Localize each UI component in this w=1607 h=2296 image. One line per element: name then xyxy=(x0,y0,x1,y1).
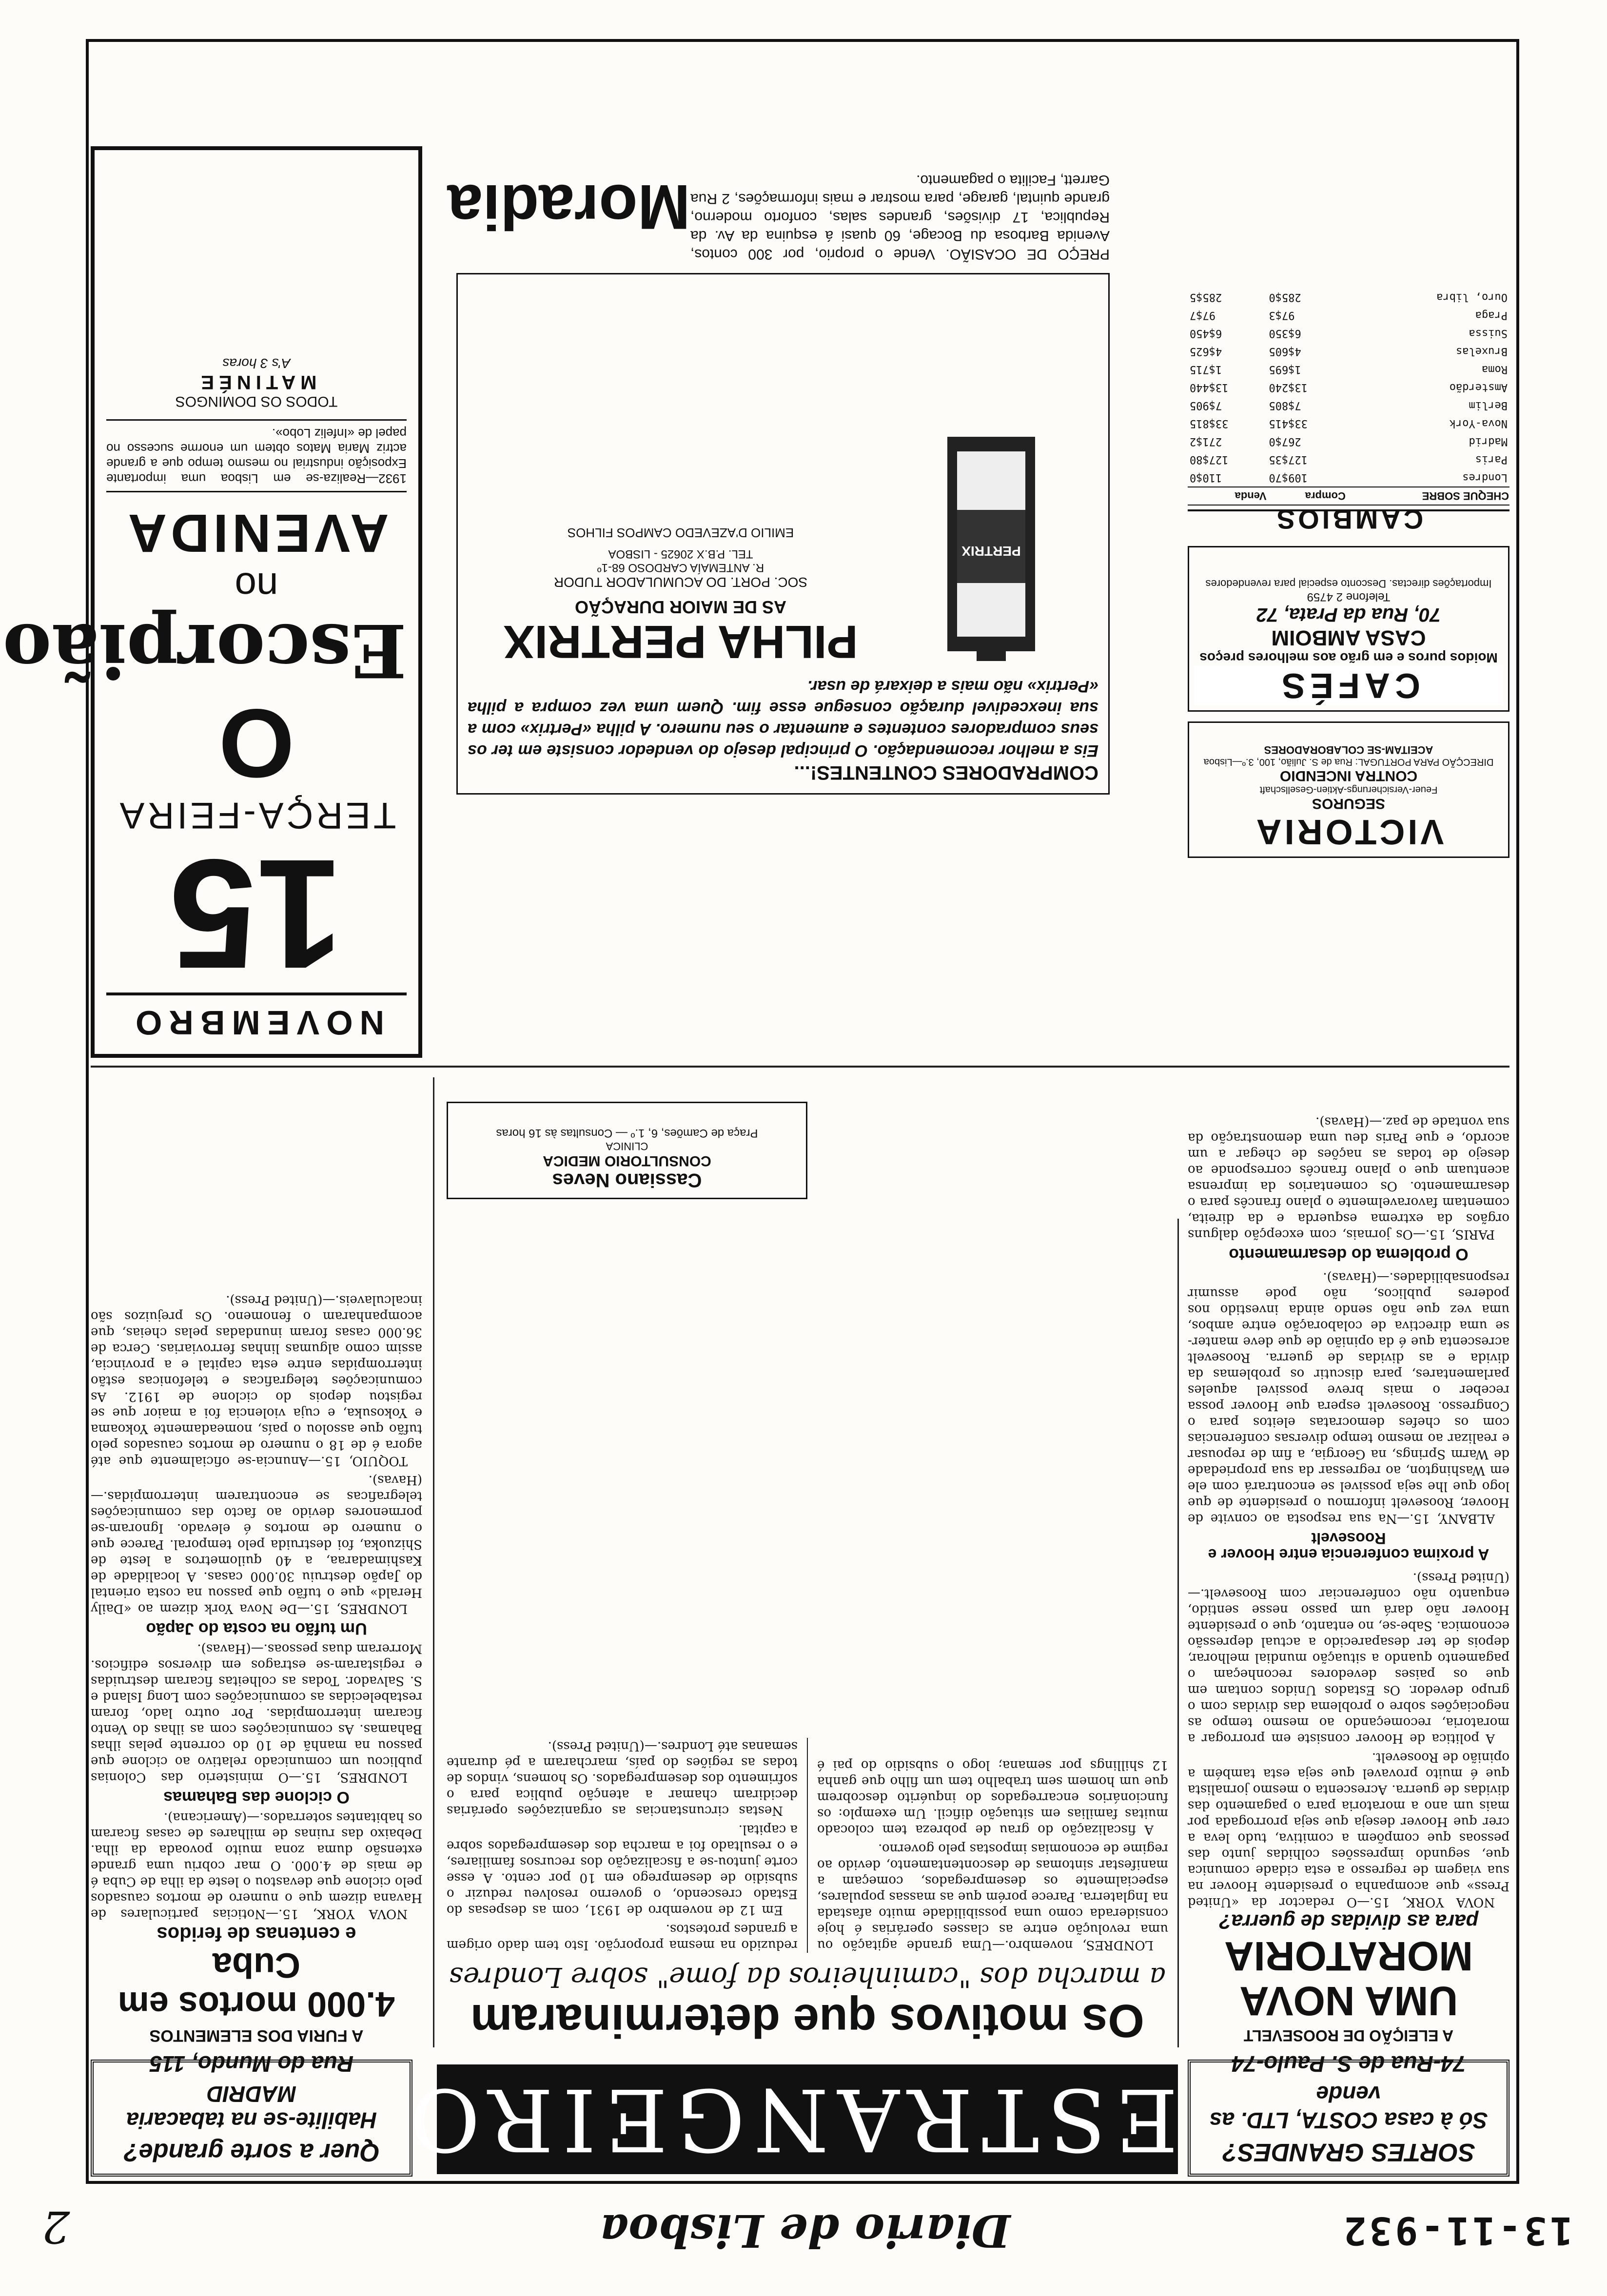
cambio-place: Suissa xyxy=(1469,327,1508,339)
cambio-compra: 13$240 xyxy=(1269,381,1308,393)
pertrix-dealer: SOC. PORT. DO ACUMULADOR TUDOR xyxy=(553,575,808,590)
table-row xyxy=(1188,306,1509,324)
page-number: 2 xyxy=(42,2201,70,2252)
japao-body: LONDRES, 15.—De Nova York dizem ao «Daily Herald» que o tufão que passou na costa oriental do Japão destruiu 30.000 casas. A localidade de Kashimadaraa, a 40 quilometros a leste de Shizuoka, foi destruida pelo temporal. Parece que o numero de mortos é elevado. Ignoram-se pormenores devido ao facto das comunicações telegraficas se encontrarem interrompidas.—(Havas). xyxy=(91,1473,422,1616)
column-cuba xyxy=(91,1077,422,2047)
cambio-venda: 110$0 xyxy=(1190,471,1222,484)
clinic-specialty: CLINICA xyxy=(606,1140,648,1152)
ad-madrid-line1: Quer a sorte grande? xyxy=(123,2138,380,2166)
ad-sortes-grandes xyxy=(1188,2051,1509,2177)
moratoria-para-2: A politica de Hoover consiste em prorrogar a moratoria, recomeçando ao mesmo tempo as negociações sobre o problema das dividas com o grupo devedor. Os Estados Unidos contam em que os paises devedores reconheçam o pagamento quando a situação mundial melhorar, depois de ter desaparecido a actual depressão economica. Sabe-se, no entanto, que o presidente Hoover não dará um passo nesse sentido, enquanto não conferenciar com Roosevelt.—(United Press). xyxy=(1188,1570,1509,1746)
cambio-venda: 1$715 xyxy=(1190,363,1222,375)
table-row xyxy=(1188,342,1509,360)
pertrix-tagline: COMPRADORES CONTENTES!... xyxy=(794,762,1098,783)
victoria-sub: SEGUROS xyxy=(1312,796,1386,812)
cuba-body: NOVA YORK, 15.—Noticias particulares de Havana dizem que o numero de mortos causados pelo ciclone que devastou o leste da ilha de Cuba é de mais de 4.000. O mar cobriu uma grande extensão duma zona muito povoada da ilha. Debaixo das ruinas de milhares de casas ficaram os habitantes soterrados.—(Americana). xyxy=(91,1810,422,1921)
cuba-headline: 4.000 mortos em Cuba xyxy=(118,1946,395,2024)
clinic-subtitle: CONSULTORIO MEDICA xyxy=(543,1153,711,1169)
pertrix-brand: PILHA PERTRIX xyxy=(503,616,858,668)
ad-sortes-line1: SORTES GRANDES? xyxy=(1222,2138,1475,2166)
caminheiros-para-3: Em 12 de novembro de 1931, com as despesas do Estado crescendo, o governo resolveu reduzir o subsidio de desemprego em 10 por cento. A esse corte juntou-se a fiscalização dos recursos familiares, e o resultado foi a marcha dos desempregados sobre a capital. xyxy=(447,1822,798,1917)
conferencia-head: A proxima conferencia entre Hoover e Roosevelt xyxy=(1208,1530,1489,1563)
bahamas-body: LONDRES, 15.—O ministerio das Colonias publicou um comunicado relativo ao ciclone que passou na manhã de 10 do corrente pelas ilhas Bahamas. As comunicações com as ilhas do Vento ficaram interrompidas. Por outro lado, foram restabelecidas as comunicações com Long Island e S. Salvador. Todas as colheitas ficaram destruidas e registaram-se estragos em diversos edificios. Morreram duas pessoas.—(Havas). xyxy=(91,1641,422,1785)
cambios-col-venda: Venda xyxy=(1188,487,1267,505)
ad-victoria-seguros xyxy=(1188,721,1509,858)
cambio-compra: 7$805 xyxy=(1269,399,1301,411)
caminheiros-headline: Os motivos que determinaram xyxy=(470,1995,1144,2047)
cambio-place: Madrid xyxy=(1469,435,1508,448)
cambio-place: Bruxelas xyxy=(1456,345,1508,357)
victoria-dir: DIRECÇÃO PARA PORTUGAL: Rua de S. Julião, 100, 3.º—Lisboa xyxy=(1203,757,1494,767)
ad-sortes-line2: Só à casa COSTA, LTD. as vende xyxy=(1209,2082,1488,2133)
cambio-compra: 267$0 xyxy=(1269,435,1301,448)
battery-icon xyxy=(894,412,1098,666)
cambio-venda: 6$450 xyxy=(1190,327,1222,339)
cambio-place: Paris xyxy=(1475,453,1508,466)
desarmamento-head: O problema do desarmamento xyxy=(1229,1245,1469,1264)
avenida-blurb: 1932—Realiza-se em Lisboa uma importante Exposição industrial no mesmo tempo que a grande actriz Maria Matos obtem um enorme sucesso no papel de «Infeliz Lobo». xyxy=(106,419,407,492)
cafes-tel: Telefone 2 4759 xyxy=(1307,590,1391,603)
victoria-aceitam: ACEITAM-SE COLABORADORES xyxy=(1264,744,1433,756)
cambio-venda: 97$7 xyxy=(1190,309,1215,321)
cambio-compra: 285$0 xyxy=(1269,291,1301,303)
table-row xyxy=(1188,414,1509,432)
cambios-header-row xyxy=(1188,487,1509,505)
cambio-compra: 33$415 xyxy=(1269,417,1308,429)
pertrix-info xyxy=(468,412,894,666)
section-rule xyxy=(91,1066,1509,1068)
cambio-place: Ouro, libra xyxy=(1436,291,1508,303)
table-row xyxy=(1188,396,1509,414)
pertrix-tel: TEL. P.B.X 20625 - LISBOA xyxy=(608,547,753,561)
column-rule xyxy=(1177,1219,1179,2047)
avenida-connector: no xyxy=(235,565,278,608)
page-header xyxy=(37,2199,1573,2257)
cambio-compra: 97$3 xyxy=(1269,309,1295,321)
cambio-venda: 4$625 xyxy=(1190,345,1222,357)
ad-pilha-pertrix xyxy=(456,273,1110,795)
ad-cafes-amboim xyxy=(1188,546,1509,712)
table-row xyxy=(1188,432,1509,450)
avenida-month: NOVEMBRO xyxy=(106,992,407,1042)
moradia-title: Moradia xyxy=(447,172,690,243)
table-row xyxy=(1188,468,1509,487)
table-row xyxy=(1188,450,1509,468)
section-banner-estrangeiro: ESTRANGEIRO xyxy=(437,2064,1178,2174)
cambios-section xyxy=(1188,141,1509,535)
cambio-compra: 1$695 xyxy=(1269,363,1301,375)
avenida-title: Escorpião xyxy=(2,607,407,693)
cambio-venda: 7$905 xyxy=(1190,399,1222,411)
column-caminheiros xyxy=(447,1258,1168,2047)
cafes-title: CAFÉS xyxy=(1194,665,1503,705)
moratoria-headline: UMA NOVA MORATORIA xyxy=(1224,1933,1473,2024)
cambio-venda: 271$2 xyxy=(1190,435,1222,448)
ad-teatro-avenida xyxy=(2,146,422,1058)
cambio-compra: 4$605 xyxy=(1269,345,1301,357)
pertrix-sub: AS DE MAIOR DURAÇÃO xyxy=(575,597,787,617)
pertrix-battery-illustration xyxy=(894,412,1098,666)
cafes-note: Importações directas. Desconto especial para revendedores xyxy=(1205,578,1492,590)
bahamas-head: O ciclone das Bahamas xyxy=(163,1788,350,1807)
cambio-place: Praga xyxy=(1475,309,1508,321)
ad-tabacaria-madrid xyxy=(91,2051,412,2177)
cafes-line1: Moidos puros e em grão aos melhores preços xyxy=(1199,650,1498,665)
masthead: Diario de Lisboa xyxy=(599,2204,1011,2257)
cambio-compra: 127$35 xyxy=(1269,453,1308,466)
moratoria-subhead: para as dividas de guerra? xyxy=(1218,1910,1479,1933)
avenida-article: O xyxy=(218,689,294,798)
cambio-place: Londres xyxy=(1462,471,1508,484)
moratoria-para-1: NOVA YORK, 15.—O redactor da «United Press» que acompanha o presidente Hoover na sua viagem de regresso a esta cidade comunica que, segundo impressões colhidas junto das pessoas que compõem a comitiva, tudo leva a crer que Hoover deseja que seja prorrogada por mais um ano a moratoria para o pagamento das dividas de guerra. Acrescenta o mesmo jornalista que é muito provavel que seja esta também a opinião de Roosevelt. xyxy=(1188,1750,1509,1909)
avenida-footer-3: A's 3 horas xyxy=(222,356,291,371)
cafes-line2: CASA AMBOIM xyxy=(1271,626,1426,650)
cambios-col-cheque: CHEQUE SOBRE xyxy=(1346,487,1509,505)
moradia-body: PREÇO DE OCASIÃO. Vende o proprio, por 300 contos, Avenida Barbosa du Bocage, 60 quasi á esquina da Av. da Republica, 17 divisões, grandes salas, conforto moderno, grande quintal, garage, para mostrar e mais informações, 2 Rua Garrett, Facilita o pagamento. xyxy=(690,172,1110,262)
cambio-compra: 6$350 xyxy=(1269,327,1301,339)
toquio-body: TOQUIO, 15.—Anuncia-se oficialmente que até agora é de 18 o numero de mortos causados pelo tufão que assolou o país, nomeadamente Yokoama e Yokosuka, e cuja violencia foi a maior que se registou depois do ciclone de 1912. As comunicações telegraficas e telefonicas estão interrompidas entre esta capital e a provincia, assim como algumas linhas ferroviarias. Cerca de 36.000 casas foram inundadas pelas cheias, que acompanharam o fenomeno. Os prejuizos são incalculaveis.—(United Press). xyxy=(91,1293,422,1468)
avenida-footer-2: MATINÉE xyxy=(196,371,317,393)
column-rule xyxy=(433,1077,434,2047)
victoria-brand: VICTORIA xyxy=(1253,812,1444,851)
pertrix-addr: R. ANTEMAÍA CARDOSO 68-1º xyxy=(597,561,764,574)
japao-head: Um tufão na costa do Japão xyxy=(146,1619,367,1638)
desarmamento-body: PARIS, 15.—Os jornais, com excepção dalguns orgãos da extrema esquerda e da direita, comentam favoravelmente o plano francês para o desarmamento. Os comentarios da imprensa acentuam que o plano francês corresponde ao desejo de todas as nações de chegar a um acordo, e que Paris deu uma demonstração da sua vontade de paz.—(Havas). xyxy=(1188,1114,1509,1242)
ad-clinica-cassiano xyxy=(447,1102,807,1199)
pertrix-body: Eis a melhor recomendação. O principal desejo do vendedor consiste em ter os seus compradores contentes e aumentar o seu numero. A pilha «Pertrix» com a sua inexcedivel duração consegue esse fim. Quem uma vez compra a pilha «Pertrix» não mais a deixará de usar. xyxy=(468,677,1098,760)
ad-moradia xyxy=(447,141,1110,263)
header-date: 13-11-932 xyxy=(1340,2208,1573,2252)
cambio-place: Amsterdão xyxy=(1449,381,1508,393)
pertrix-product-label: PERTRIX xyxy=(961,544,1021,559)
avenida-footer-1: TODOS OS DOMINGOS xyxy=(175,393,338,409)
caminheiros-para-4: Nestas circunstancias as organizações operárias decidiram chamar a atenção publica para o sofrimento dos desempregados. Os homens, vindos de todas as regiões do país, marcharam a pé durante semanas até Londres.—(United Press). xyxy=(447,1739,798,1818)
cambio-place: Roma xyxy=(1482,363,1508,375)
cuba-subhead: e centenas de feridos xyxy=(157,1923,356,1945)
table-row xyxy=(1188,288,1509,306)
clinic-title: Cassiano Neves xyxy=(552,1169,702,1191)
table-row xyxy=(1188,378,1509,396)
cambio-venda: 127$80 xyxy=(1190,453,1229,466)
cambios-col-compra: Compra xyxy=(1267,487,1346,505)
cambio-venda: 33$815 xyxy=(1190,417,1229,429)
moratoria-kicker: A ELEIÇÃO DE ROOSEVELT xyxy=(1243,2027,1454,2044)
avenida-weekday: TERÇA-FEIRA xyxy=(117,795,396,836)
cambios-table xyxy=(1188,288,1509,506)
avenida-theatre: AVENIDA xyxy=(124,503,389,563)
ad-madrid-line2: Habilite-se na tabacaria MADRID xyxy=(126,2082,377,2133)
table-row xyxy=(1188,324,1509,342)
pertrix-lower xyxy=(468,412,1098,666)
caminheiros-para-1: LONDRES, novembro.—Uma grande agitação ou uma revolução entre as classes operárias é hoje considerada como uma possibilidade muito afastada na Inglaterra. Parece porém que as massas populares, especialmente os desempregados, começam a manifestar sintomas de descontentamento, devido ao regime de economias impostas pelo governo. xyxy=(817,1841,1168,1952)
avenida-day: 15 xyxy=(170,827,343,1002)
ad-sortes-line3: 74-Rua de S. Paulo-74 xyxy=(1231,2051,1466,2077)
victoria-contra: CONTRA INCENDIO xyxy=(1279,768,1418,784)
caminheiros-para-2: A fiscalização do grau de pobreza tem colocado muitas familias em situação dificil. Um exemplo: os funcionários encarregados do inquérito descobrem que um homem sem trabalho tem um filho que ganha 12 shillings por semana; logo o subsidio do pai é reduzido na mesma proporção. Isto tem dado origem a grandes protestos. xyxy=(447,1758,1168,1952)
cambio-compra: 109$70 xyxy=(1269,471,1308,484)
cafes-addr: 70, Rua da Prata, 72 xyxy=(1256,604,1441,625)
pertrix-agent: EMILIO D'AZEVEDO CAMPOS FILHOS xyxy=(567,525,794,540)
cuba-kicker: A FURIA DOS ELEMENTOS xyxy=(149,2026,364,2045)
cambio-venda: 285$5 xyxy=(1190,291,1222,303)
cambio-place: Berlim xyxy=(1469,399,1508,411)
victoria-line: Feuer-Versicherungs-Aktien-Gesellschaft xyxy=(1259,784,1438,795)
caminheiros-body xyxy=(447,1738,1168,1953)
table-row xyxy=(1188,360,1509,378)
cambio-venda: 13$440 xyxy=(1190,381,1229,393)
cambios-title: CAMBIOS xyxy=(1188,509,1509,527)
cambio-place: Nova-York xyxy=(1449,417,1508,429)
conferencia-body: ALBANY, 15.—Na sua resposta ao convite de Hoover, Roosevelt informou o presidente de que logo que lhe seja possivel se encontrará com ele em Washington, ao regressar da sua propriedade de Warm Springs, na Georgia, a fim de repousar e realizar ao mesmo tempo diversas conferencias com os chefes democratas eleitos para o Congresso. Roosevelt espera que Hoover possa receber o mais breve possivel aqueles parlamentares, para discutir os problemas da divida e as dividas de guerra. Roosevelt acrescenta que é da opinião de que deve manter-se uma directiva de colaboração entre ambos, uma vez que não sendo ainda investido nos poderes publicos, não pode assumir responsabilidades.—(Havas). xyxy=(1188,1270,1509,1526)
column-moratoria xyxy=(1188,1114,1509,2047)
caminheiros-subhead: a marcha dos "caminheiros da fome" sobre Londres xyxy=(449,1961,1166,1993)
ad-madrid-line3: Rua do Mundo, 115 xyxy=(149,2051,354,2077)
clinic-address: Praça de Camões, 6, 1.º — Consultas às 16 horas xyxy=(496,1127,758,1140)
